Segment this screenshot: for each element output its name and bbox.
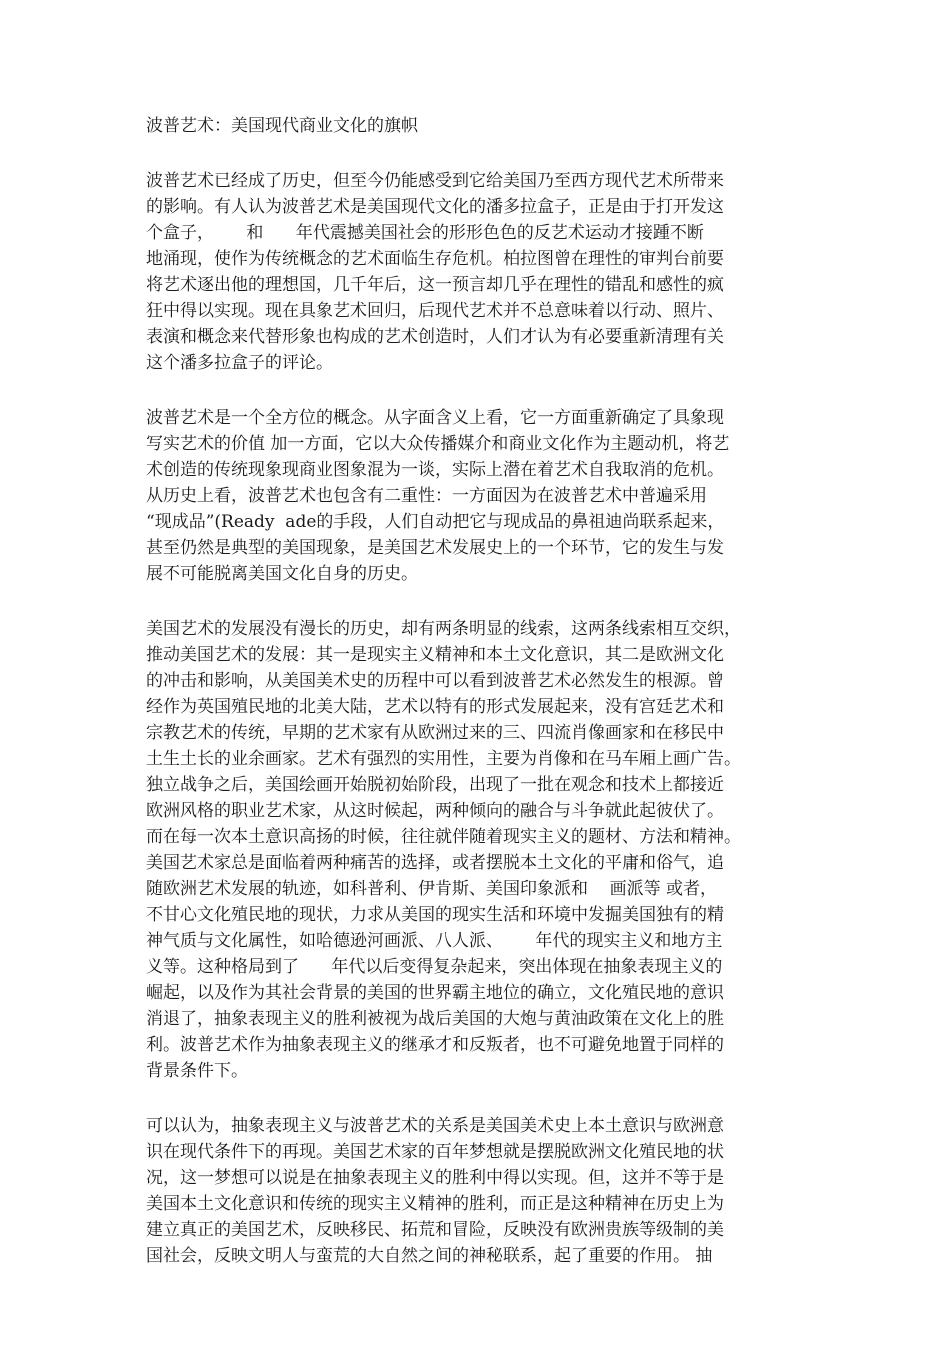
text-line: 推动美国艺术的发展：其一是现实主义精神和本土文化意识，其二是欧洲文化 xyxy=(146,645,724,665)
paragraph xyxy=(146,616,826,1084)
text-line: 术创造的传统现象现商业图象混为一谈，实际上潜在着艺术自我取消的危机。 xyxy=(146,460,724,480)
text-line: 从历史上看，波普艺术也包含有二重性：一方面因为在波普艺术中普遍采用 xyxy=(146,486,707,506)
text-line: 建立真正的美国艺术，反映移民、拓荒和冒险，反映没有欧洲贵族等级制的美 xyxy=(146,1220,724,1240)
text-line: 土生土长的业余画家。艺术有强烈的实用性，主要为肖像和在马车厢上画广告。 xyxy=(146,749,741,769)
text-line: 写实艺术的价值 加一方面，它以大众传播媒介和商业文化作为主题动机，将艺 xyxy=(146,434,730,454)
document-body xyxy=(146,112,826,1298)
text-line: 宗教艺术的传统，早期的艺术家有从欧洲过来的三、四流肖像画家和在移民中 xyxy=(146,723,724,743)
text-line: 美国本土文化意识和传统的现实主义精神的胜利，而正是这种精神在历史上为 xyxy=(146,1194,724,1214)
text-line: 独立战争之后，美国绘画开始脱初始阶段，出现了一批在观念和技术上都接近 xyxy=(146,775,724,795)
text-line: 义等。这种格局到了 年代以后变得复杂起来，突出体现在抽象表现主义的 xyxy=(146,957,723,977)
text-line: 波普艺术已经成了历史，但至今仍能感受到它给美国乃至西方现代艺术所带来 xyxy=(146,171,724,191)
text-line: 况，这一梦想可以说是在抽象表现主义的胜利中得以实现。但，这并不等于是 xyxy=(146,1168,724,1188)
text-line: 美国艺术的发展没有漫长的历史，却有两条明显的线索，这两条线索相互交织， xyxy=(146,619,741,639)
text-line: 美国艺术家总是面临着两种痛苦的选择，或者摆脱本土文化的平庸和俗气，追 xyxy=(146,853,724,873)
text-line: 展不可能脱离美国文化自身的历史。 xyxy=(146,564,418,584)
text-line: 波普艺术是一个全方位的概念。从字面含义上看，它一方面重新确定了具象现 xyxy=(146,408,724,428)
text-line: 个盒子， 和 年代震撼美国社会的形形色色的反艺术运动才接踵不断 xyxy=(146,223,704,243)
text-line: “现成品”(Ready ade的手段，人们自动把它与现成品的鼻祖迪尚联系起来， xyxy=(146,512,725,532)
text-line: 这个潘多拉盒子的评论。 xyxy=(146,353,333,373)
text-line: 崛起，以及作为其社会背景的美国的世界霸主地位的确立，文化殖民地的意识 xyxy=(146,983,724,1003)
text-line: 识在现代条件下的再现。美国艺术家的百年梦想就是摆脱欧洲文化殖民地的状 xyxy=(146,1142,724,1162)
paragraph xyxy=(146,168,826,376)
text-line: 不甘心文化殖民地的现状，力求从美国的现实生活和环境中发掘美国独有的精 xyxy=(146,905,724,925)
text-line: 消退了，抽象表现主义的胜利被视为战后美国的大炮与黄油政策在文化上的胜 xyxy=(146,1009,724,1029)
document-title: 波普艺术：美国现代商业文化的旗帜 xyxy=(146,116,418,136)
text-line: 随欧洲艺术发展的轨迹，如科普利、伊肯斯、美国印象派和 画派等 或者， xyxy=(146,879,718,899)
text-line: 而在每一次本土意识高扬的时候，往往就伴随着现实主义的题材、方法和精神。 xyxy=(146,827,741,847)
text-line: 的冲击和影响，从美国美术史的历程中可以看到波普艺术必然发生的根源。曾 xyxy=(146,671,724,691)
text-line: 国社会，反映文明人与蛮荒的大自然之间的神秘联系，起了重要的作用。 抽 xyxy=(146,1246,713,1266)
text-line: 欧洲风格的职业艺术家，从这时候起，两种倾向的融合与斗争就此起彼伏了。 xyxy=(146,801,724,821)
text-line: 狂中得以实现。现在具象艺术回归，后现代艺术并不总意味着以行动、照片、 xyxy=(146,301,724,321)
paragraph xyxy=(146,1113,826,1269)
paragraph xyxy=(146,405,826,587)
text-line: 的影响。有人认为波普艺术是美国现代文化的潘多拉盒子，正是由于打开发这 xyxy=(146,197,724,217)
paragraph-container xyxy=(146,168,826,1269)
text-line: 甚至仍然是典型的美国现象，是美国艺术发展史上的一个环节，它的发生与发 xyxy=(146,538,724,558)
text-line: 利。波普艺术作为抽象表现主义的继承才和反叛者，也不可避免地置于同样的 xyxy=(146,1035,724,1055)
text-line: 可以认为，抽象表现主义与波普艺术的关系是美国美术史上本土意识与欧洲意 xyxy=(146,1116,724,1136)
text-line: 经作为英国殖民地的北美大陆，艺术以特有的形式发展起来，没有宫廷艺术和 xyxy=(146,697,724,717)
text-line: 将艺术逐出他的理想国，几千年后，这一预言却几乎在理性的错乱和感性的疯 xyxy=(146,275,724,295)
text-line: 神气质与文化属性，如哈德逊河画派、八人派、 年代的现实主义和地方主 xyxy=(146,931,723,951)
text-line: 地涌现，使作为传统概念的艺术面临生存危机。柏拉图曾在理性的审判台前要 xyxy=(146,249,724,269)
text-line: 表演和概念来代替形象也构成的艺术创造时，人们才认为有必要重新清理有关 xyxy=(146,327,724,347)
text-line: 背景条件下。 xyxy=(146,1061,248,1081)
